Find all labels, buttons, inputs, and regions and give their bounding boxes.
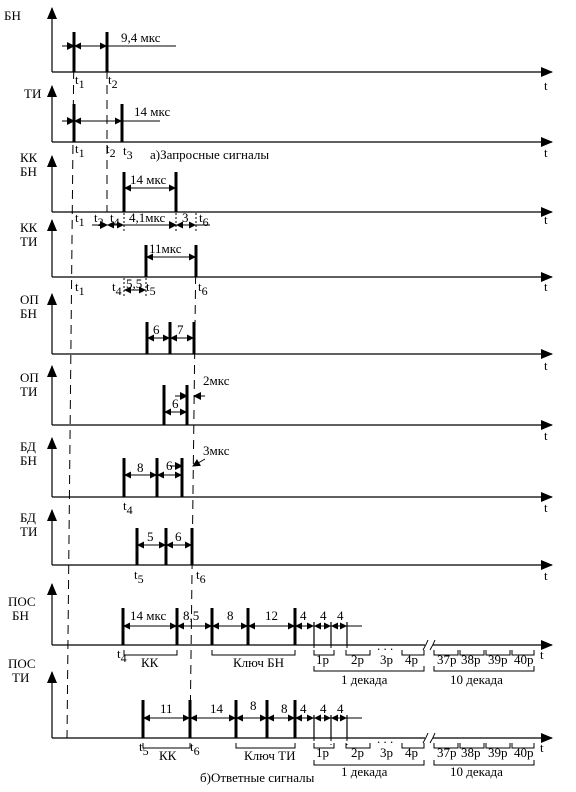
p2-label: 2р xyxy=(351,745,364,760)
interval-kkti-main: 11мкс xyxy=(149,241,182,256)
time-t1: t1 xyxy=(75,279,85,298)
row-label-pos-ti-1: ПОС xyxy=(8,656,36,671)
interval-opbn-b: 7 xyxy=(177,322,184,337)
axis-t-label: t xyxy=(544,78,548,93)
dots-label: . . . xyxy=(377,731,394,746)
row-label-kk-ti-2: ТИ xyxy=(20,234,38,249)
interval-kkti-a: 5,5 xyxy=(126,276,143,291)
interval-posbn-5: 4 xyxy=(320,608,327,623)
p1-label: 1р xyxy=(316,745,329,760)
axis-t-label: t xyxy=(540,740,544,755)
interval-posbn-6: 4 xyxy=(337,608,344,623)
axis-breaks xyxy=(423,640,435,743)
axis-t-label: t xyxy=(544,358,548,373)
interval-posbn-1: 8,5 xyxy=(183,608,200,623)
axes xyxy=(52,8,552,738)
key-bn-label: Ключ БН xyxy=(233,655,285,670)
row-label-bd-bn-1: БД xyxy=(20,439,36,454)
p37-label: 37р xyxy=(437,652,457,667)
interval-posbn-2: 8 xyxy=(227,608,234,623)
row-label-bd-ti-2: ТИ xyxy=(20,524,38,539)
row-label-op-bn-2: БН xyxy=(20,306,37,321)
row-label-pos-bn-2: БН xyxy=(12,608,29,623)
interval-bdbn-c: 3мкс xyxy=(203,443,230,458)
interval-kkbn-a: 4,1мкс xyxy=(129,210,166,225)
caption-request-signals: а)Запросные сигналы xyxy=(150,147,270,162)
time-t4: t4 xyxy=(117,646,127,665)
time-t1: t1 xyxy=(75,210,85,229)
row-label-op-ti-1: ОП xyxy=(20,370,39,385)
row-labels xyxy=(4,8,41,685)
p39-label: 39р xyxy=(488,652,508,667)
row-label-bd-ti-1: БД xyxy=(20,510,36,525)
row-label-kk-bn-2: БН xyxy=(20,164,37,179)
interval-bdti-b: 6 xyxy=(175,529,182,544)
axis-t-label: t xyxy=(544,279,548,294)
p1-label: 1р xyxy=(316,652,329,667)
time-t4: t4 xyxy=(112,279,122,298)
interval-bdbn-b: 6 xyxy=(166,458,173,473)
time-t5: t5 xyxy=(146,279,156,298)
interval-opbn-a: 6 xyxy=(153,322,160,337)
interval-bdbn-a: 8 xyxy=(137,460,144,475)
row-label-kk-ti-1: КК xyxy=(20,220,38,235)
p2-label: 2р xyxy=(351,652,364,667)
p3-label: 3р xyxy=(380,652,393,667)
row-label-kk-bn-1: КК xyxy=(20,150,38,165)
interval-posbn-3: 12 xyxy=(265,608,278,623)
caption-response-signals: б)Ответные сигналы xyxy=(200,770,315,785)
time-t4: t4 xyxy=(123,498,133,517)
decade-1-label: 1 декада xyxy=(341,764,388,779)
time-t2: t2 xyxy=(108,72,118,91)
interval-posti-5: 4 xyxy=(320,701,327,716)
interval-bn: 9,4 мкс xyxy=(121,30,161,45)
row-label-bn: БН xyxy=(4,8,21,23)
time-t6: t6 xyxy=(190,739,200,758)
p37-label: 37р xyxy=(437,745,457,760)
row-label-bd-bn-2: БН xyxy=(20,453,37,468)
axis-t-label: t xyxy=(540,647,544,662)
row-label-op-ti-2: ТИ xyxy=(20,384,38,399)
axis-t-label: t xyxy=(544,500,548,515)
p3-label: 3р xyxy=(380,745,393,760)
time-t3: t3 xyxy=(123,143,133,162)
time-t6: t6 xyxy=(196,567,206,586)
interval-kkbn-main: 14 мкс xyxy=(130,172,167,187)
interval-posti-0: 11 xyxy=(160,701,173,716)
axis-t-labels xyxy=(540,78,548,755)
row-label-ti: ТИ xyxy=(24,86,42,101)
p4-label: 4р xyxy=(405,652,418,667)
time-t5: t5 xyxy=(139,739,149,758)
interval-posti-1: 14 xyxy=(210,701,223,716)
p40-label: 40р xyxy=(514,745,534,760)
time-t2: t2 xyxy=(106,141,116,160)
interval-opti-b: 2мкс xyxy=(203,373,230,388)
p38-label: 38р xyxy=(461,652,481,667)
p4-label: 4р xyxy=(405,745,418,760)
decade-10-label: 10 декада xyxy=(450,672,503,687)
dots-label: . . . xyxy=(377,638,394,653)
axis-t-label: t xyxy=(544,212,548,227)
time-t6: t6 xyxy=(199,210,209,229)
p39-label: 39р xyxy=(488,745,508,760)
time-t5: t5 xyxy=(134,567,144,586)
interval-posbn-0: 14 мкс xyxy=(130,608,167,623)
p40-label: 40р xyxy=(514,652,534,667)
interval-labels xyxy=(121,30,344,716)
time-t6: t6 xyxy=(198,279,208,298)
interval-opti-a: 6 xyxy=(172,396,179,411)
interval-bdti-a: 5 xyxy=(147,529,154,544)
axis-t-label: t xyxy=(544,568,548,583)
interval-posbn-4: 4 xyxy=(300,608,307,623)
row-label-op-bn-1: ОП xyxy=(20,292,39,307)
kk-label: КК xyxy=(159,748,177,763)
axis-t-label: t xyxy=(544,428,548,443)
kk-label: КК xyxy=(141,655,159,670)
interval-posti-4: 4 xyxy=(300,701,307,716)
interval-posti-3: 8 xyxy=(281,701,288,716)
key-ti-label: Ключ ТИ xyxy=(244,748,296,763)
time-t1: t1 xyxy=(75,141,85,160)
interval-posti-2: 8 xyxy=(250,698,257,713)
row-label-pos-ti-2: ТИ xyxy=(12,670,30,685)
p38-label: 38р xyxy=(461,745,481,760)
time-t1: t1 xyxy=(75,72,85,91)
decade-1-label: 1 декада xyxy=(341,672,388,687)
interval-kkbn-b: 3 xyxy=(182,210,189,225)
interval-ti: 14 мкс xyxy=(134,104,171,119)
time-t2: t2 xyxy=(94,210,104,229)
interval-posti-6: 4 xyxy=(337,701,344,716)
row-label-pos-bn-1: ПОС xyxy=(8,594,36,609)
time-t4: t4 xyxy=(110,210,120,229)
axis-t-label: t xyxy=(544,145,548,160)
decade-10-label: 10 декада xyxy=(450,764,503,779)
